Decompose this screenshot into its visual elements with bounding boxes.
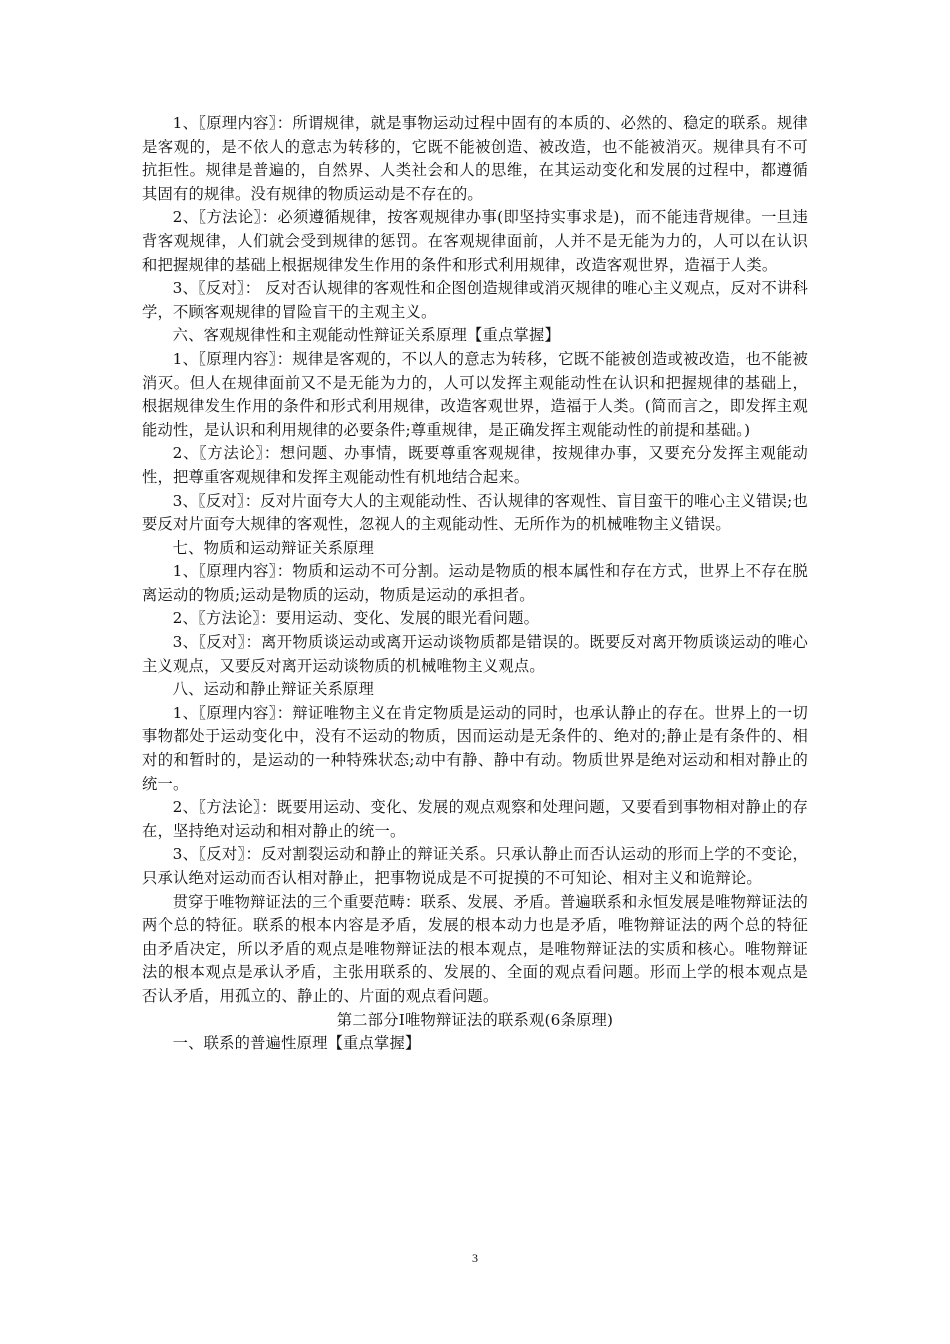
section-8-principle-paragraph: 1、〖原理内容〗：辩证唯物主义在肯定物质是运动的同时，也承认静止的存在。世界上的一切事物都处于运动变化中，没有不运动的物质，因而运动是无条件的、绝对的;静止是有条件的、相对的和暂时的，是运动的一种特殊状态;动中有静、静中有动。物质世界是绝对运动和相对静止的统一。 — [142, 703, 808, 793]
section-8-heading: 八、运动和静止辩证关系原理 — [172, 680, 375, 699]
part-2-section-1-heading: 一、联系的普遍性原理【重点掌握】 — [172, 1034, 421, 1053]
law-oppose-paragraph: 3、〖反对〗： 反对否认规律的客观性和企图创造规律或消灭规律的唯心主义观点，反对不讲科学，不顾客观规律的冒险盲干的主观主义。 — [142, 279, 808, 321]
section-7-heading: 七、物质和运动辩证关系原理 — [172, 538, 375, 557]
law-methodology-paragraph: 2、〖方法论〗：必须遵循规律，按客观规律办事(即坚持实事求是)，而不能违背规律。一旦违背客观规律，人们就会受到规律的惩罚。在客观规律面前，人并不是无能为力的，人可以在认识和把握规律的基础上根据规律发生作用的条件和形式利用规律，改造客观世界，造福于人类。 — [142, 208, 808, 274]
section-8-oppose-paragraph: 3、〖反对〗：反对割裂运动和静止的辩证关系。只承认静止而否认运动的形而上学的不变论，只承认绝对运动而否认相对静止，把事物说成是不可捉摸的不可知论、相对主义和诡辩论。 — [142, 845, 808, 887]
section-6-methodology-paragraph: 2、〖方法论〗：想问题、办事情，既要尊重客观规律，按规律办事，又要充分发挥主观能动性，把尊重客观规律和发挥主观能动性有机地结合起来。 — [142, 444, 808, 486]
law-principle-paragraph: 1、〖原理内容〗：所谓规律，就是事物运动过程中固有的本质的、必然的、稳定的联系。规律是客观的，是不依人的意志为转移的，它既不能被创造、被改造，也不能被消灭。规律具有不可抗拒性。规律是普遍的，自然界、人类社会和人的思维，在其运动变化和发展的过程中，都遵循其固有的规律。没有规律的物质运动是不存在的。 — [142, 114, 808, 203]
part-2-title: 第二部分Ⅰ唯物辩证法的联系观(6条原理) — [336, 1010, 614, 1029]
section-6-heading: 六、客观规律性和主观能动性辩证关系原理【重点掌握】 — [172, 326, 561, 345]
section-7-methodology-paragraph: 2、〖方法论〗：要用运动、变化、发展的眼光看问题。 — [172, 609, 540, 628]
dialectics-summary-paragraph: 贯穿于唯物辩证法的三个重要范畴：联系、发展、矛盾。普遍联系和永恒发展是唯物辩证法的两个总的特征。联系的根本内容是矛盾，发展的根本动力也是矛盾，唯物辩证法的两个总的特征由矛盾决定，所以矛盾的观点是唯物辩证法的根本观点，是唯物辩证法的实质和核心。唯物辩证法的根本观点是承认矛盾，主张用联系的、发展的、全面的观点看问题。形而上学的根本观点是否认矛盾，用孤立的、静止的、片面的观点看问题。 — [142, 892, 808, 1005]
page-number: 3 — [472, 1251, 478, 1265]
section-7-oppose-paragraph: 3、〖反对〗：离开物质谈运动或离开运动谈物质都是错误的。既要反对离开物质谈运动的唯心主义观点，又要反对离开运动谈物质的机械唯物主义观点。 — [142, 633, 808, 675]
section-6-oppose-paragraph: 3、〖反对〗：反对片面夸大人的主观能动性、否认规律的客观性、盲目蛮干的唯心主义错误;也要反对片面夸大规律的客观性，忽视人的主观能动性、无所作为的机械唯物主义错误。 — [142, 491, 808, 534]
section-6-principle-paragraph: 1、〖原理内容〗：规律是客观的，不以人的意志为转移，它既不能被创造或被改造，也不能被消灭。但人在规律面前又不是无能为力的，人可以发挥主观能动性在认识和把握规律的基础上，根据规律发生作用的条件和形式利用规律，改造客观世界，造福于人类。(简而言之，即发挥主观能动性，是认识和利用规律的必要条件;尊重规律，是正确发挥主观能动性的前提和基础。) — [142, 349, 808, 439]
section-8-methodology-paragraph: 2、〖方法论〗：既要用运动、变化、发展的观点观察和处理问题，又要看到事物相对静止的存在，坚持绝对运动和相对静止的统一。 — [142, 798, 808, 840]
section-7-principle-paragraph: 1、〖原理内容〗：物质和运动不可分割。运动是物质的根本属性和存在方式，世界上不存在脱离运动的物质;运动是物质的运动，物质是运动的承担者。 — [142, 562, 808, 604]
document-body — [142, 112, 808, 1056]
